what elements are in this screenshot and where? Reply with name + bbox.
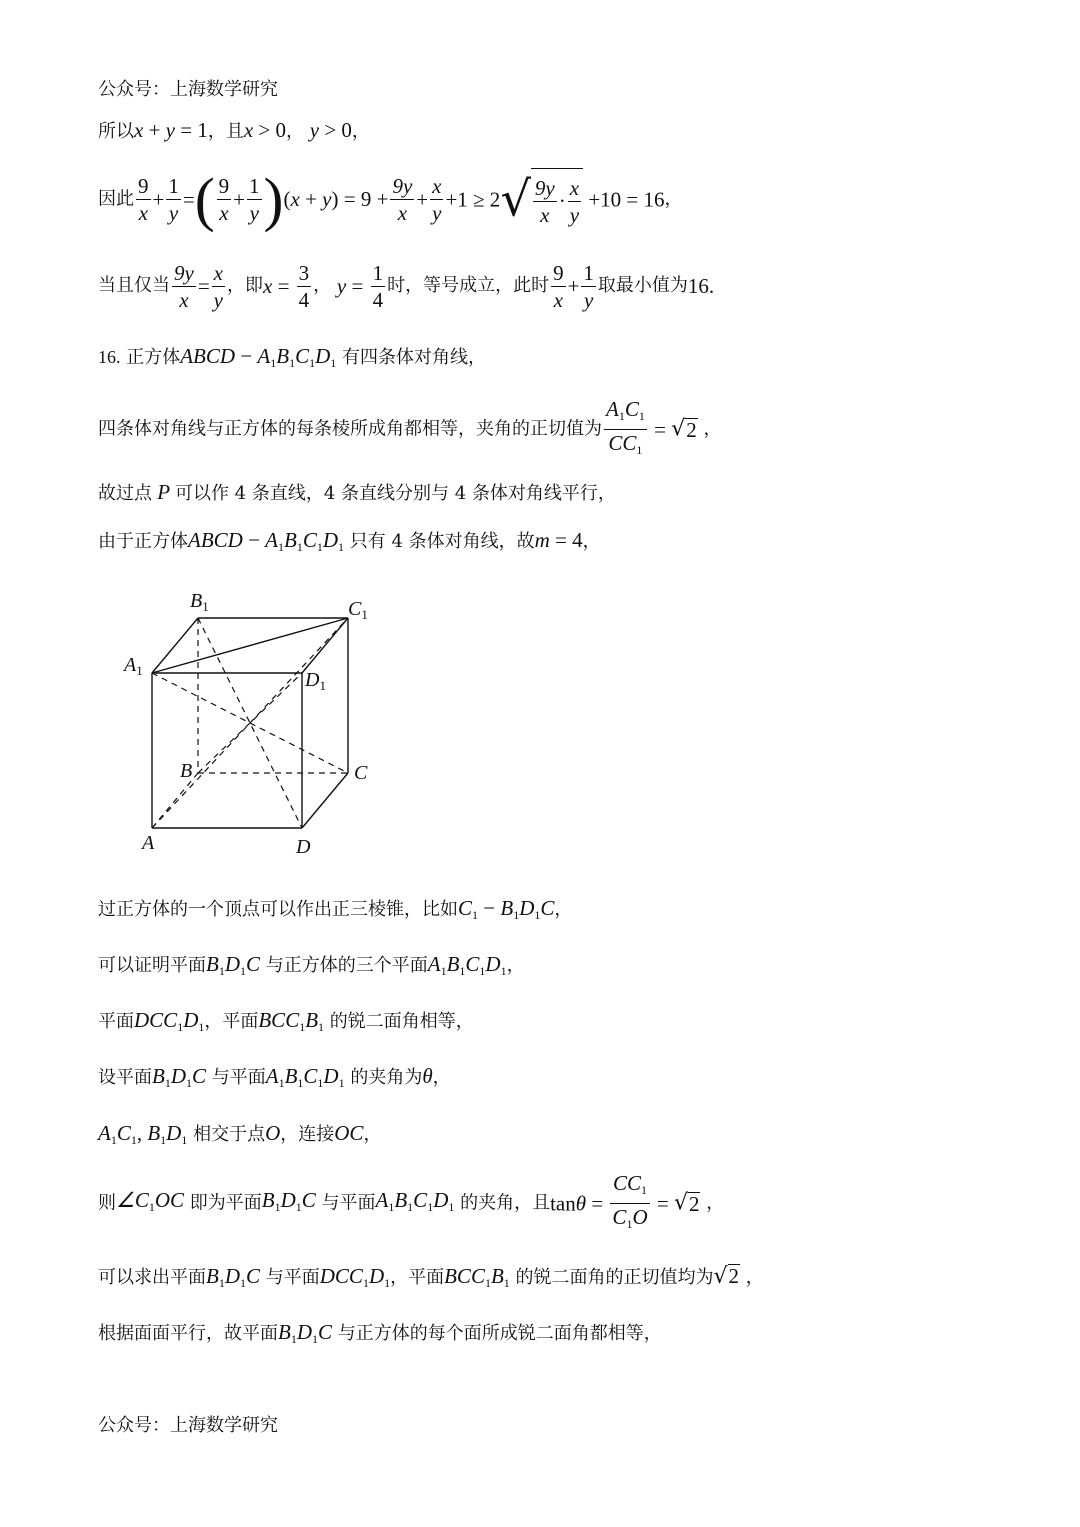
label-A: A xyxy=(142,832,155,854)
cube-figure xyxy=(110,585,390,860)
label-B: B xyxy=(180,760,193,782)
label-C1: $C_1$ xyxy=(348,598,368,622)
text-line-9: 可以证明平面$B_1D_1C$ 与正方体的三个平面$A_1B_1C_1D_1$， xyxy=(98,952,525,978)
text-line-10: 平面$DCC_1D_1$，平面$BCC_1B_1$ 的锐二面角相等， xyxy=(98,1008,474,1034)
text-line-12: $A_1C_1$, $B_1D_1$ 相交于点O，连接OC， xyxy=(98,1121,382,1147)
text-line-11: 设平面$B_1D_1C$ 与平面$A_1B_1C_1D_1$ 的夹角为θ， xyxy=(98,1064,451,1090)
text-line-15: 根据面面平行，故平面$B_1D_1C$ 与正方体的每个面所成锐二面角都相等， xyxy=(98,1320,662,1346)
footer-source: 公众号：上海数学研究 xyxy=(98,1415,278,1436)
header-source: 公众号：上海数学研究 xyxy=(98,79,278,100)
label-D1: $D_1$ xyxy=(305,669,326,693)
text-line-13: 则$\angle C_1OC$ 即为平面$B_1D_1C$ 与平面$A_1B_1C_1D_1$ 的夹角，且tanθ = $\frac{CC_1}{C_1O}$ = √2 ， xyxy=(98,1171,725,1231)
text-line-2: 因此 $\frac{9}{x}$ + $\frac{1}{y}$ =( $\frac{9}{x}$ + $\frac{1}{y}$ )(x + y) = 9 + $\frac{9y}{x}$ + $\frac{x}{y}$ +1 ≥ 2√ $\frac{9y}{x}$ · $\frac{x}{y}$ +10 = 16， xyxy=(98,166,683,233)
text-line-8: 过正方体的一个顶点可以作出正三棱锥，比如$C_1 - B_1D_1C$， xyxy=(98,896,573,922)
text-line-4: 16. 正方体ABCD − $A_1B_1C_1D_1$ 有四条体对角线， xyxy=(98,344,486,370)
text-line-5: 四条体对角线与正方体的每条棱所成角都相等，夹角的正切值为 $\frac{A_1C_1}{CC_1}$ = √2 ， xyxy=(98,397,722,457)
label-C: C xyxy=(354,762,368,784)
text-line-7: 由于正方体ABCD − $A_1B_1C_1D_1$ 只有 4 条体对角线，故m = 4， xyxy=(98,528,601,554)
text-line-14: 可以求出平面$B_1D_1C$ 与平面$DCC_1D_1$，平面$BCC_1B_1$ 的锐二面角的正切值均为√2 ， xyxy=(98,1264,764,1290)
text-line-1: 所以x + y = 1，且x > 0， y > 0， xyxy=(98,118,370,142)
text-line-3: 当且仅当 $\frac{9y}{x}$ = $\frac{x}{y}$ ，即x = $\frac{3}{4}$ ， y = $\frac{1}{4}$ 时，等号成立，此时 $\frac{9}{x}$ + $\frac{1}{y}$ 取最小值为16. xyxy=(98,260,715,312)
label-B1: $B_1$ xyxy=(190,590,209,614)
label-A1: $A_1$ xyxy=(124,654,143,678)
text-line-6: 故过点 P 可以作 4 条直线，4 条直线分别与 4 条体对角线平行， xyxy=(98,480,616,504)
label-D: D xyxy=(296,836,311,858)
